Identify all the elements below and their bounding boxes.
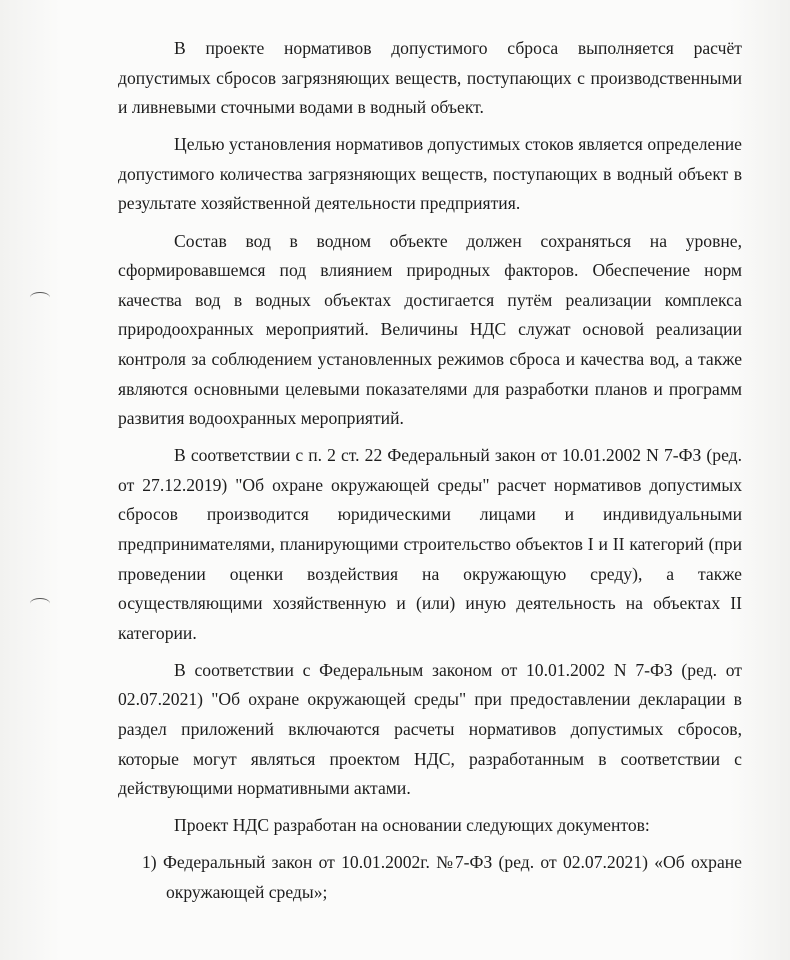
paragraph: В соответствии с п. 2 ст. 22 Федеральный закон от 10.01.2002 N 7-ФЗ (ред. от 27.12.2019) "Об охране окружающей среды" расчет нормативов допустимых сбросов производится юридическими лицами и индивидуальными предпринимателями, планирующими строительство объектов I и II категорий (при проведении оценки воздействия на окружающую среду), а также осуществляющими хозяйственную и (или) иную деятельность на объектах II категории. [118, 445, 742, 643]
paragraph: В проекте нормативов допустимого сброса выполняется расчёт допустимых сбросов загрязняющих веществ, поступающих с производственными и ливневыми сточными водами в водный объект. [118, 38, 742, 118]
document-body [118, 34, 742, 908]
paragraph: Проект НДС разработан на основании следующих документов: [174, 815, 650, 836]
paragraph: Целью установления нормативов допустимых стоков является определение допустимого количества загрязняющих веществ, поступающих в водный объект в результате хозяйственной деятельности предприятия. [118, 134, 742, 214]
paragraph: Состав вод в водном объекте должен сохраняться на уровне, сформировавшемся под влиянием природных факторов. Обеспечение норм качества вод в водных объектах достигается путём реализации комплекса природоохранных мероприятий. Величины НДС служат основой реализации контроля за соблюдением установленных режимов сброса и качества вод, а также являются основными целевыми показателями для разработки планов и программ развития водоохранных мероприятий. [118, 230, 742, 429]
list-item: 1) Федеральный закон от 10.01.2002г. №7-ФЗ (ред. от 02.07.2021) «Об охране окружающей среды»; [142, 852, 742, 903]
paragraph: В соответствии с Федеральным законом от 10.01.2002 N 7-ФЗ (ред. от 02.07.2021) "Об охране окружающей среды" при предоставлении декларации в раздел приложений включаются расчеты нормативов допустимых сбросов, которые могут являться проектом НДС, разработанным в соответствии с действующими нормативными актами. [118, 659, 742, 799]
margin-mark [30, 598, 50, 609]
margin-mark [30, 292, 50, 303]
